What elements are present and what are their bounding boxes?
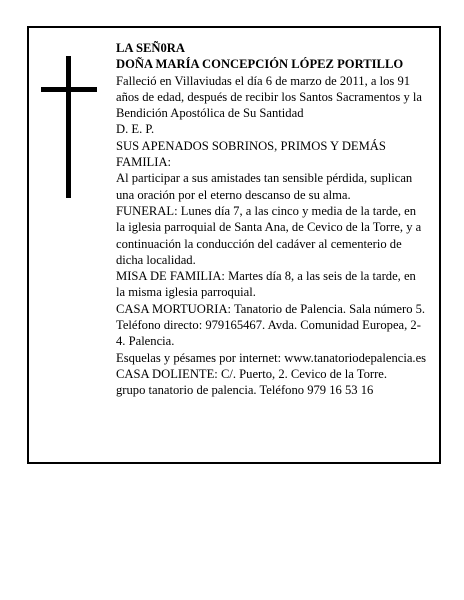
cross-icon — [41, 56, 97, 198]
family-mass-info: MISA DE FAMILIA: Martes día 8, a las seis de la tarde, en la misma iglesia parroquial. — [116, 269, 416, 300]
mourning-home-info: CASA DOLIENTE: C/. Puerto, 2. Cevico de la Torre. — [116, 366, 388, 381]
deceased-name: DOÑA MARÍA CONCEPCIÓN LÓPEZ PORTILLO — [116, 57, 404, 72]
obituary-text — [116, 40, 428, 399]
rip-text: D. E. P. — [116, 122, 155, 137]
request-paragraph: Al participar a sus amistades tan sensible pérdida, suplican una oración por el eterno descanso de su alma. — [116, 171, 413, 202]
footer-text: grupo tanatorio de palencia. Teléfono 979 16 53 16 — [116, 383, 374, 398]
cross-vertical-bar — [66, 56, 71, 198]
funeral-info: FUNERAL: Lunes día 7, a las cinco y media de la tarde, en la iglesia parroquial de Santa Ana, de Cevico de la Torre, y a continuación la conducción del cadáver al cementerio de dicha localidad. — [116, 203, 422, 267]
family-heading: SUS APENADOS SOBRINOS, PRIMOS Y DEMÁS FAMILIA: — [116, 138, 386, 170]
online-condolences: Esquelas y pésames por internet: www.tanatoriodepalencia.es — [116, 350, 427, 365]
cross-horizontal-bar — [41, 87, 97, 92]
funeral-home-info: CASA MORTUORIA: Tanatorio de Palencia. Sala número 5. Teléfono directo: 979165467. Avda. Comunidad Europea, 2-4. Palencia. — [116, 301, 426, 349]
obituary-notice — [27, 26, 441, 464]
death-paragraph: Falleció en Villaviudas el día 6 de marzo de 2011, a los 91 años de edad, después de recibir los Santos Sacramentos y la Bendición Apostólica de Su Santidad — [116, 73, 423, 121]
title: LA SEÑ0RA — [116, 41, 185, 55]
